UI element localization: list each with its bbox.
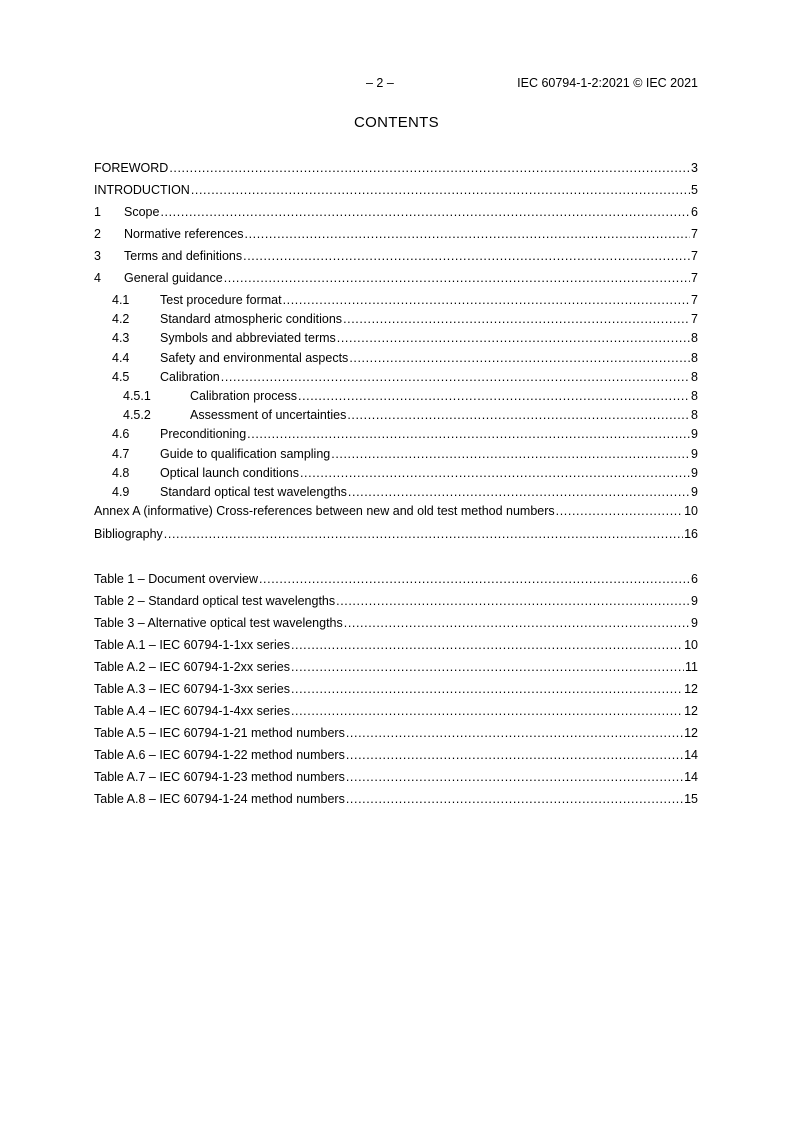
toc-entry-number: 4.8	[112, 466, 130, 480]
toc-entry-label: INTRODUCTION	[94, 183, 190, 197]
toc-entry-page: 8	[691, 370, 698, 384]
toc-entry-number: 3	[94, 249, 101, 263]
toc-entry-number: 4.4	[112, 351, 130, 365]
dot-leader	[336, 593, 690, 609]
dot-leader	[243, 248, 690, 264]
toc-entry-label: Scope	[124, 205, 160, 219]
toc-entry-page: 9	[691, 447, 698, 461]
toc-entry-number: 4.5	[112, 370, 130, 384]
dot-leader	[344, 615, 690, 631]
toc-entry[interactable]	[94, 182, 698, 198]
toc-entry-number: 4.5.1	[123, 389, 151, 403]
toc-entry-label: Safety and environmental aspects	[160, 351, 349, 365]
toc-entry[interactable]	[94, 407, 698, 423]
toc-entry-label: Table A.3 – IEC 60794-1-3xx series	[94, 682, 290, 696]
toc-entry-label: Bibliography	[94, 527, 163, 541]
table-list-entry[interactable]	[94, 703, 698, 719]
toc-entry-label: Standard optical test wavelengths	[160, 485, 347, 499]
toc-entry[interactable]	[94, 526, 698, 542]
toc-entry-label: Table A.7 – IEC 60794-1-23 method numbers	[94, 770, 345, 784]
toc-entry-label: Terms and definitions	[124, 249, 243, 263]
toc-entry-page: 8	[691, 331, 698, 345]
toc-entry-label: Table A.6 – IEC 60794-1-22 method numbers	[94, 748, 345, 762]
toc-entry-number: 4.6	[112, 427, 130, 441]
toc-entry-page: 14	[684, 748, 698, 762]
toc-entry-label: Table 2 – Standard optical test wavelengths	[94, 594, 336, 608]
toc-entry[interactable]	[94, 350, 698, 366]
toc-entry-label: Test procedure format	[160, 293, 282, 307]
toc-entry-label: Calibration process	[190, 389, 297, 403]
toc-entry-page: 12	[684, 682, 698, 696]
toc-entry-page: 7	[691, 293, 698, 307]
toc-entry-page: 9	[691, 594, 698, 608]
table-list-entry[interactable]	[94, 615, 698, 631]
dot-leader	[331, 446, 690, 462]
dot-leader	[291, 703, 683, 719]
toc-entry[interactable]	[94, 270, 698, 286]
dot-leader	[343, 311, 690, 327]
toc-entry-page: 8	[691, 351, 698, 365]
dot-leader	[337, 330, 690, 346]
toc-entry-number: 2	[94, 227, 101, 241]
toc-entry-label: Preconditioning	[160, 427, 247, 441]
toc-entry-page: 5	[691, 183, 698, 197]
toc-entry-label: Table 3 – Alternative optical test wavelengths	[94, 616, 343, 630]
page-number: – 2 –	[366, 76, 394, 90]
toc-entry-label: Standard atmospheric conditions	[160, 312, 343, 326]
toc-entry-page: 7	[691, 227, 698, 241]
table-list-entry[interactable]	[94, 659, 698, 675]
toc-entry[interactable]	[94, 484, 698, 500]
page-header	[94, 76, 698, 92]
dot-leader	[346, 725, 683, 741]
toc-entry-label: FOREWORD	[94, 161, 169, 175]
toc-entry-page: 10	[684, 638, 698, 652]
dot-leader	[298, 388, 690, 404]
toc-entry[interactable]	[94, 204, 698, 220]
dot-leader	[291, 637, 683, 653]
document-id: IEC 60794-1-2:2021 © IEC 2021	[517, 76, 698, 90]
toc-entry-page: 7	[691, 312, 698, 326]
dot-leader	[169, 160, 690, 176]
toc-entry[interactable]	[94, 446, 698, 462]
toc-entry-label: Table A.1 – IEC 60794-1-1xx series	[94, 638, 290, 652]
toc-entry-label: Table A.8 – IEC 60794-1-24 method numbers	[94, 792, 345, 806]
toc-entry-number: 4.5.2	[123, 408, 151, 422]
toc-entry-number: 4.3	[112, 331, 130, 345]
toc-entry[interactable]	[94, 388, 698, 404]
dot-leader	[291, 659, 684, 675]
toc-entry-page: 10	[684, 504, 698, 518]
table-list-entry[interactable]	[94, 637, 698, 653]
dot-leader	[259, 571, 690, 587]
toc-entry-page: 16	[684, 527, 698, 541]
dot-leader	[349, 350, 690, 366]
table-list-entry[interactable]	[94, 725, 698, 741]
dot-leader	[224, 270, 690, 286]
toc-entry[interactable]	[94, 226, 698, 242]
toc-entry[interactable]	[94, 311, 698, 327]
toc-entry[interactable]	[94, 292, 698, 308]
table-list-entry[interactable]	[94, 571, 698, 587]
dot-leader	[245, 226, 691, 242]
table-list-entry[interactable]	[94, 791, 698, 807]
toc-entry-label: Table 1 – Document overview	[94, 572, 258, 586]
dot-leader	[346, 791, 683, 807]
toc-entry-number: 4.9	[112, 485, 130, 499]
toc-entry-page: 6	[691, 205, 698, 219]
toc-entry-page: 9	[691, 427, 698, 441]
dot-leader	[346, 769, 683, 785]
dot-leader	[556, 503, 683, 519]
table-list-entry[interactable]	[94, 593, 698, 609]
toc-entry-label: Normative references	[124, 227, 244, 241]
toc-entry-label: Annex A (informative) Cross-references between new and old test method numbers	[94, 504, 555, 518]
toc-entry-number: 4.1	[112, 293, 130, 307]
dot-leader	[348, 484, 690, 500]
toc-entry-page: 3	[691, 161, 698, 175]
toc-entry-label: Assessment of uncertainties	[190, 408, 347, 422]
toc-entry-label: Table A.5 – IEC 60794-1-21 method numbers	[94, 726, 345, 740]
toc-entry[interactable]	[94, 369, 698, 385]
toc-entry-label: Calibration	[160, 370, 220, 384]
toc-entry-page: 9	[691, 485, 698, 499]
toc-entry[interactable]	[94, 465, 698, 481]
toc-entry-page: 7	[691, 249, 698, 263]
toc-entry-page: 12	[684, 704, 698, 718]
toc-entry-page: 9	[691, 616, 698, 630]
dot-leader	[160, 204, 690, 220]
dot-leader	[164, 526, 683, 542]
toc-entry-page: 9	[691, 466, 698, 480]
dot-leader	[300, 465, 690, 481]
contents-title: CONTENTS	[354, 114, 439, 131]
dot-leader	[191, 182, 690, 198]
table-list-entry[interactable]	[94, 769, 698, 785]
toc-entry-label: Symbols and abbreviated terms	[160, 331, 336, 345]
toc-entry-page: 11	[685, 660, 698, 674]
toc-entry-page: 8	[691, 389, 698, 403]
toc-entry-number: 1	[94, 205, 101, 219]
toc-entry-page: 14	[684, 770, 698, 784]
toc-entry[interactable]	[94, 426, 698, 442]
toc-entry-label: General guidance	[124, 271, 223, 285]
dot-leader	[346, 747, 683, 763]
dot-leader	[247, 426, 690, 442]
toc-entry-number: 4.7	[112, 447, 130, 461]
toc-entry-page: 15	[684, 792, 698, 806]
toc-entry-number: 4	[94, 271, 101, 285]
dot-leader	[283, 292, 690, 308]
table-list-entry[interactable]	[94, 681, 698, 697]
dot-leader	[347, 407, 690, 423]
toc-entry-page: 12	[684, 726, 698, 740]
dot-leader	[221, 369, 690, 385]
toc-entry-label: Table A.4 – IEC 60794-1-4xx series	[94, 704, 290, 718]
toc-entry-label: Optical launch conditions	[160, 466, 299, 480]
toc-entry[interactable]	[94, 248, 698, 264]
toc-entry[interactable]	[94, 330, 698, 346]
toc-entry-number: 4.2	[112, 312, 130, 326]
toc-entry-label: Guide to qualification sampling	[160, 447, 331, 461]
toc-entry-page: 6	[691, 572, 698, 586]
toc-entry-page: 7	[691, 271, 698, 285]
table-list-entry[interactable]	[94, 747, 698, 763]
toc-entry[interactable]	[94, 160, 698, 176]
toc-entry-page: 8	[691, 408, 698, 422]
toc-entry[interactable]	[94, 503, 698, 519]
dot-leader	[291, 681, 683, 697]
toc-entry-label: Table A.2 – IEC 60794-1-2xx series	[94, 660, 290, 674]
